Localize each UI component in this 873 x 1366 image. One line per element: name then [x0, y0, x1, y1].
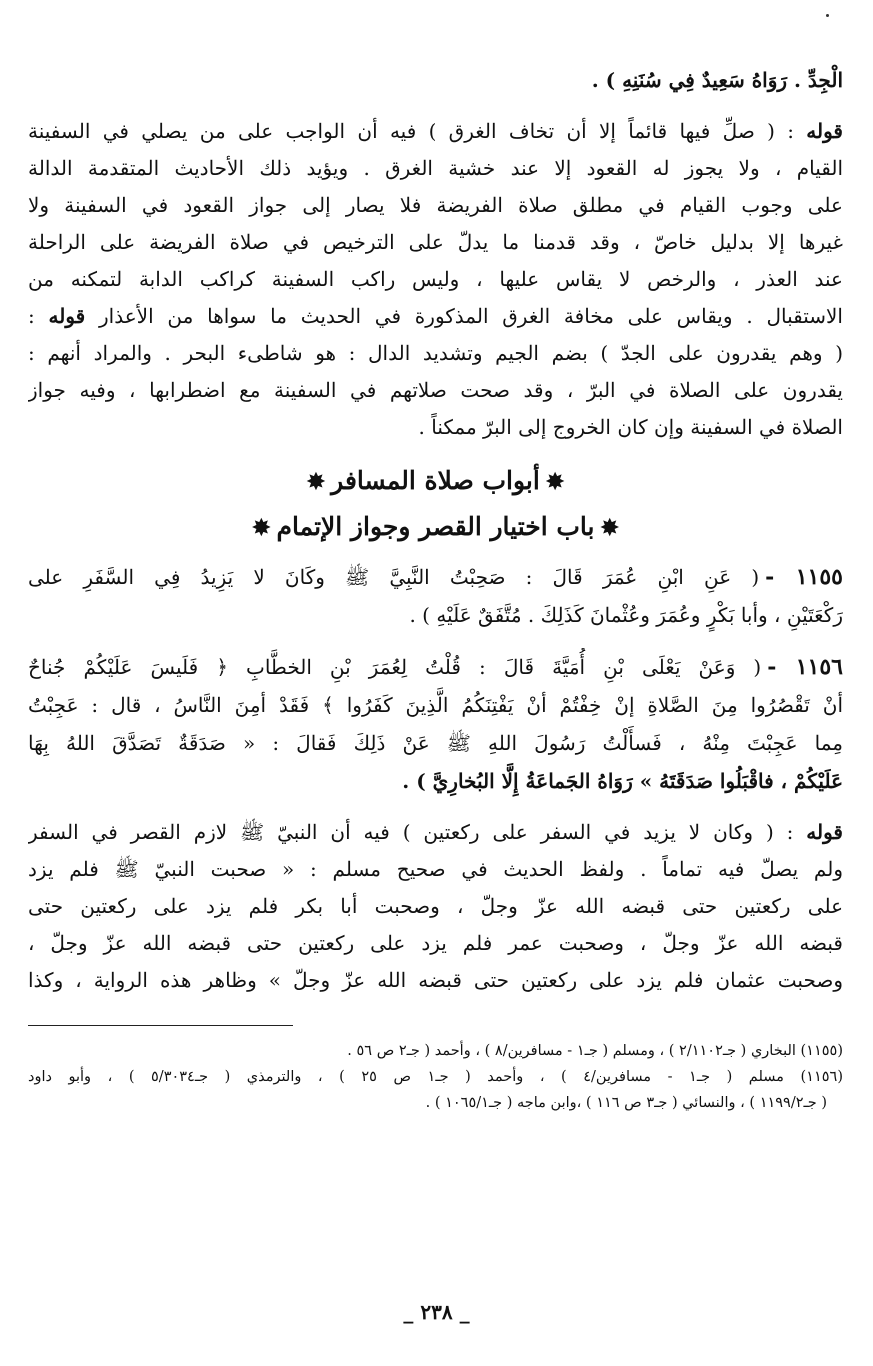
text-line: قبضه الله عزّ وجلّ ، وصحبت عمر فلم يزد على ركعتين حتى قبضه الله عزّ وجلّ ،: [28, 931, 843, 955]
previous-hadith-ending: الْجِدِّ . رَوَاهُ سَعِيدٌ فِي سُنَنِهِ ) .: [591, 68, 843, 92]
footnote-line: (١١٥٦) مسلم ( جـ١ - مسافرين/٤ ) ، وأحمد ( جـ١ ص ٢٥ ) ، والترمذي ( جـ٥/٣٠٣٤ ) ، وأبو داود: [28, 1069, 843, 1085]
hadith-number: ١١٥٥ -: [765, 564, 843, 590]
text-line: الصلاة في السفينة وإن كان الخروج إلى البرّ ممكناً .: [418, 415, 843, 439]
hadith-line: أنْ تَقْصُرُوا مِنَ الصَّلاةِ إنْ خِفْتُمْ أنْ يَفْتِنَكُمُ الَّذِينَ كَفَرُوا ﴾ فَقَدْ أمِنَ النَّاسُ ، قال : عَجِبْتُ: [28, 693, 843, 717]
text-line: القيام ، ولا يجوز له القعود إلا عند خشية الغرق . ويؤيد ذلك الأحاديث المتقدمة الدالة: [28, 156, 843, 180]
hadith-line: ١١٥٦ -( وَعَنْ يَعْلَى بْنِ أُمَيَّةَ قَالَ : قُلْتُ لِعُمَرَ بْنِ الخطَّابِ ﴿ فَلَيسَ عَلَيْكُمْ جُناحٌ: [28, 654, 843, 680]
hadith-1156: [28, 648, 843, 800]
text-line: قوله : ( صلِّ فيها قائماً إلا أن تخاف الغرق ) فيه أن الواجب على من يصلي في السفينة: [28, 119, 843, 143]
footnote-line: (١١٥٥) البخاري ( جـ٢/١١٠٢ ) ، ومسلم ( جـ١ - مسافرين/٨ ) ، وأحمد ( جـ٢ ص ٥٦ .: [347, 1043, 843, 1059]
star-ornament-icon: ✸: [600, 515, 619, 541]
star-ornament-icon: ✸: [545, 469, 565, 495]
star-ornament-icon: ✸: [306, 469, 326, 495]
hadith-number: ١١٥٦ -: [767, 654, 843, 680]
star-ornament-icon: ✸: [252, 515, 271, 541]
chapter-heading-shortening: ✸باب اختيار القصر وجواز الإتمام✸: [252, 512, 619, 541]
text-line: الاستقبال . ويقاس على مخافة الغرق المذكورة في الحديث ما سواها من الأعذار قوله :: [28, 304, 843, 328]
text-line: غيرها إلا بدليل خاصّ ، وقد قدمنا ما يدلّ على الترخيص في صلاة الفريضة على الراحلة: [28, 230, 843, 254]
hadith-line: مِما عَجِبْتَ مِنْهُ ، فَسأَلْتُ رَسُولَ اللهِ ﷺ عَنْ ذَلِكَ فَقالَ : « صَدَقَةٌ تَصَدَّقَ اللهُ بِهَا: [28, 731, 843, 755]
section-heading-traveler-prayer: ✸أبواب صلاة المسافر✸: [306, 466, 565, 495]
hadith-line: رَكْعَتَيْنِ ، وأبا بَكْرٍ وعُمَرَ وعُثْمانَ كَذَلِكَ . مُتَّفَقٌ عَلَيْهِ ) .: [409, 603, 843, 627]
text-line: وصحبت عثمان فلم يزد على ركعتين حتى قبضه الله عزّ وجلّ » وظاهر هذه الرواية ، وكذا: [28, 968, 843, 992]
footnote-rule: [28, 1025, 293, 1026]
text-line: ( وهم يقدرون على الجدّ ) بضم الجيم وتشديد الدال : هو شاطىء البحر . والمراد أنهم :: [28, 341, 843, 365]
text-line: على ركعتين حتى قبضه الله عزّ وجلّ ، وصحبت أبا بكر فلم يزد على ركعتين حتى: [28, 894, 843, 918]
footnote-line: ( جـ١١٩٩/٢ ) ، والنسائي ( جـ٣ ص ١١٦ ) ،وابن ماجه ( جـ١٠٦٥/١ ) .: [425, 1095, 827, 1111]
text-line: عند العذر ، والرخص لا يقاس عليها ، وليس راكب السفينة كراكب الدابة لتمكنه من: [28, 267, 843, 291]
hadith-1155: [28, 558, 843, 634]
commentary-2: [28, 814, 843, 999]
footnotes: [28, 1038, 843, 1116]
hadith-line: عَلَيْكُمْ ، فاقْبَلُوا صَدَقَتَهُ » رَوَاهُ الجَماعَةُ إِلَّا البُخارِيَّ ) .: [402, 769, 843, 793]
text-line: على وجوب القيام في مطلق صلاة الفريضة فلا يصار إلى جواز القعود في السفينة ولا: [28, 193, 843, 217]
text-line: قوله : ( وكان لا يزيد في السفر على ركعتين ) فيه أن النبيّ ﷺ لازم القصر في السفر: [28, 820, 843, 844]
page-body: [28, 62, 843, 1116]
scan-speck: [826, 14, 829, 17]
hadith-line: ١١٥٥ -( عَنِ ابْنِ عُمَرَ قَالَ : صَحِبْتُ النَّبِيَّ ﷺ وكَانَ لا يَزِيدُ فِي السَّفَرِ على: [28, 564, 843, 590]
text-line: يقدرون على الصلاة في البرّ ، وقد صحت صلاتهم في السفينة مع اضطرابها ، وفيه جواز: [28, 378, 843, 402]
page-number: _ ٢٣٨ _: [403, 1300, 470, 1324]
text-line: ولم يصلّ فيه تماماً . ولفظ الحديث في صحيح مسلم : « صحبت النبيّ ﷺ فلم يزد: [28, 857, 843, 881]
commentary-1: [28, 113, 843, 446]
